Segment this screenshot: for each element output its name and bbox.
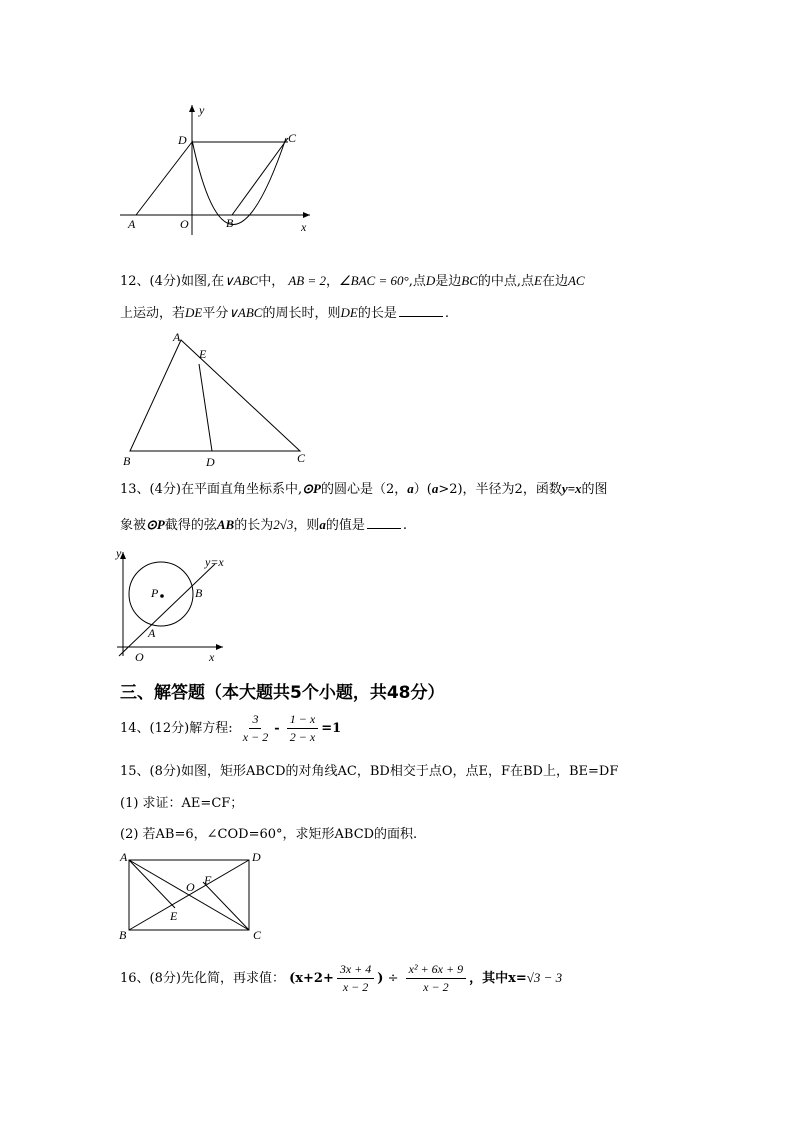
- fig15-label-e: E: [170, 909, 178, 923]
- fig15-label-d: D: [252, 850, 261, 864]
- fig15-label-b: B: [119, 928, 127, 942]
- q12-line2: 上运动，若DE平分∨ABC的周长时，则DE的长是 .: [120, 305, 449, 321]
- q13-line1: 13、(4分)在平面直角坐标系中,⊙P的圆心是（2，a）(a>2)，半径为2，函数y=x的图: [120, 481, 608, 497]
- fig12-label-b: B: [123, 454, 131, 468]
- fig11-label-b: B: [226, 216, 234, 230]
- fig11-label-a: A: [128, 217, 136, 231]
- q13-line2: 象被⊙P截得的弦AB的长为2√3，则a的值是 .: [120, 517, 408, 533]
- circle-figure: [115, 544, 230, 664]
- triangle-figure: [115, 328, 315, 470]
- fig12-label-d: D: [206, 455, 215, 469]
- fig13-label-yx: y=x: [205, 555, 224, 569]
- rectangle-figure: [115, 846, 275, 944]
- q16-number: 16、(8分): [120, 971, 181, 986]
- fig15-label-f: F: [204, 873, 212, 887]
- q16-fraction-1: $\frac{3x + 4}{x - 2}$: [337, 962, 374, 995]
- q12-answer-blank[interactable]: [399, 304, 443, 317]
- fig11-label-x: x: [301, 220, 307, 234]
- q15-part2: (2) 若AB=6，∠COD=60°，求矩形ABCD的面积.: [120, 827, 418, 842]
- q13-number: 13、(4分): [120, 482, 181, 497]
- fig13-label-x: x: [209, 650, 215, 664]
- fig11-label-o: O: [180, 217, 189, 231]
- fig12-label-e: E: [199, 347, 207, 361]
- fig12-label-c: C: [297, 451, 306, 465]
- fig11-label-c: C: [288, 131, 297, 145]
- fig11-label-y: y: [199, 103, 205, 117]
- q15-number: 15、(8分): [120, 764, 181, 779]
- q14-number: 14、(12分): [120, 721, 190, 736]
- q16-fraction-2: $\frac{\text{x² + 6x + 9}}{x - 2}$: [406, 962, 466, 995]
- parabola-figure: [110, 100, 325, 240]
- fig15-label-o: O: [186, 880, 195, 894]
- fig12-label-a: A: [173, 330, 181, 344]
- fig13-label-o: O: [135, 650, 144, 664]
- q12-line1: 12、(4分)如图,在∨ABC中， AB = 2，∠BAC = 60°,点D是边BC的中点,点E在边AC: [120, 273, 585, 289]
- q14-line: 14、(12分)解方程: $\frac{3}{x - 2}$ - $\frac{1 - x}{2 - x}$ =1: [120, 712, 342, 744]
- fig13-label-p: P: [151, 586, 159, 600]
- fig15-label-a: A: [120, 850, 128, 864]
- q16-line: 16、(8分)先化简，再求值： (x+2+ $\frac{3x + 4}{x - 2}$ ) ÷ $\frac{\text{x² + 6x + 9}}{x - 2}$ ，其中x=√3 − 3: [120, 962, 563, 994]
- fig11-label-d: D: [178, 133, 187, 147]
- fig13-label-y: y: [116, 546, 122, 560]
- q14-fraction-2: $\frac{1 - x}{2 - x}$: [287, 712, 318, 745]
- q12-number: 12、(4分): [120, 274, 181, 289]
- q15-part1: (1) 求证：AE=CF；: [120, 796, 244, 811]
- fig13-label-b: B: [195, 586, 203, 600]
- q15-line: 15、(8分)如图，矩形ABCD的对角线AC，BD相交于点O，点E，F在BD上，BE=DF: [120, 764, 619, 779]
- q14-fraction-1: $\frac{3}{x - 2}$: [242, 712, 269, 744]
- fig13-label-a: A: [148, 626, 156, 640]
- section-three-title: 三、解答题（本大题共5个小题，共48分）: [120, 683, 445, 703]
- q13-answer-blank[interactable]: [367, 516, 401, 529]
- fig15-label-c: C: [253, 928, 262, 942]
